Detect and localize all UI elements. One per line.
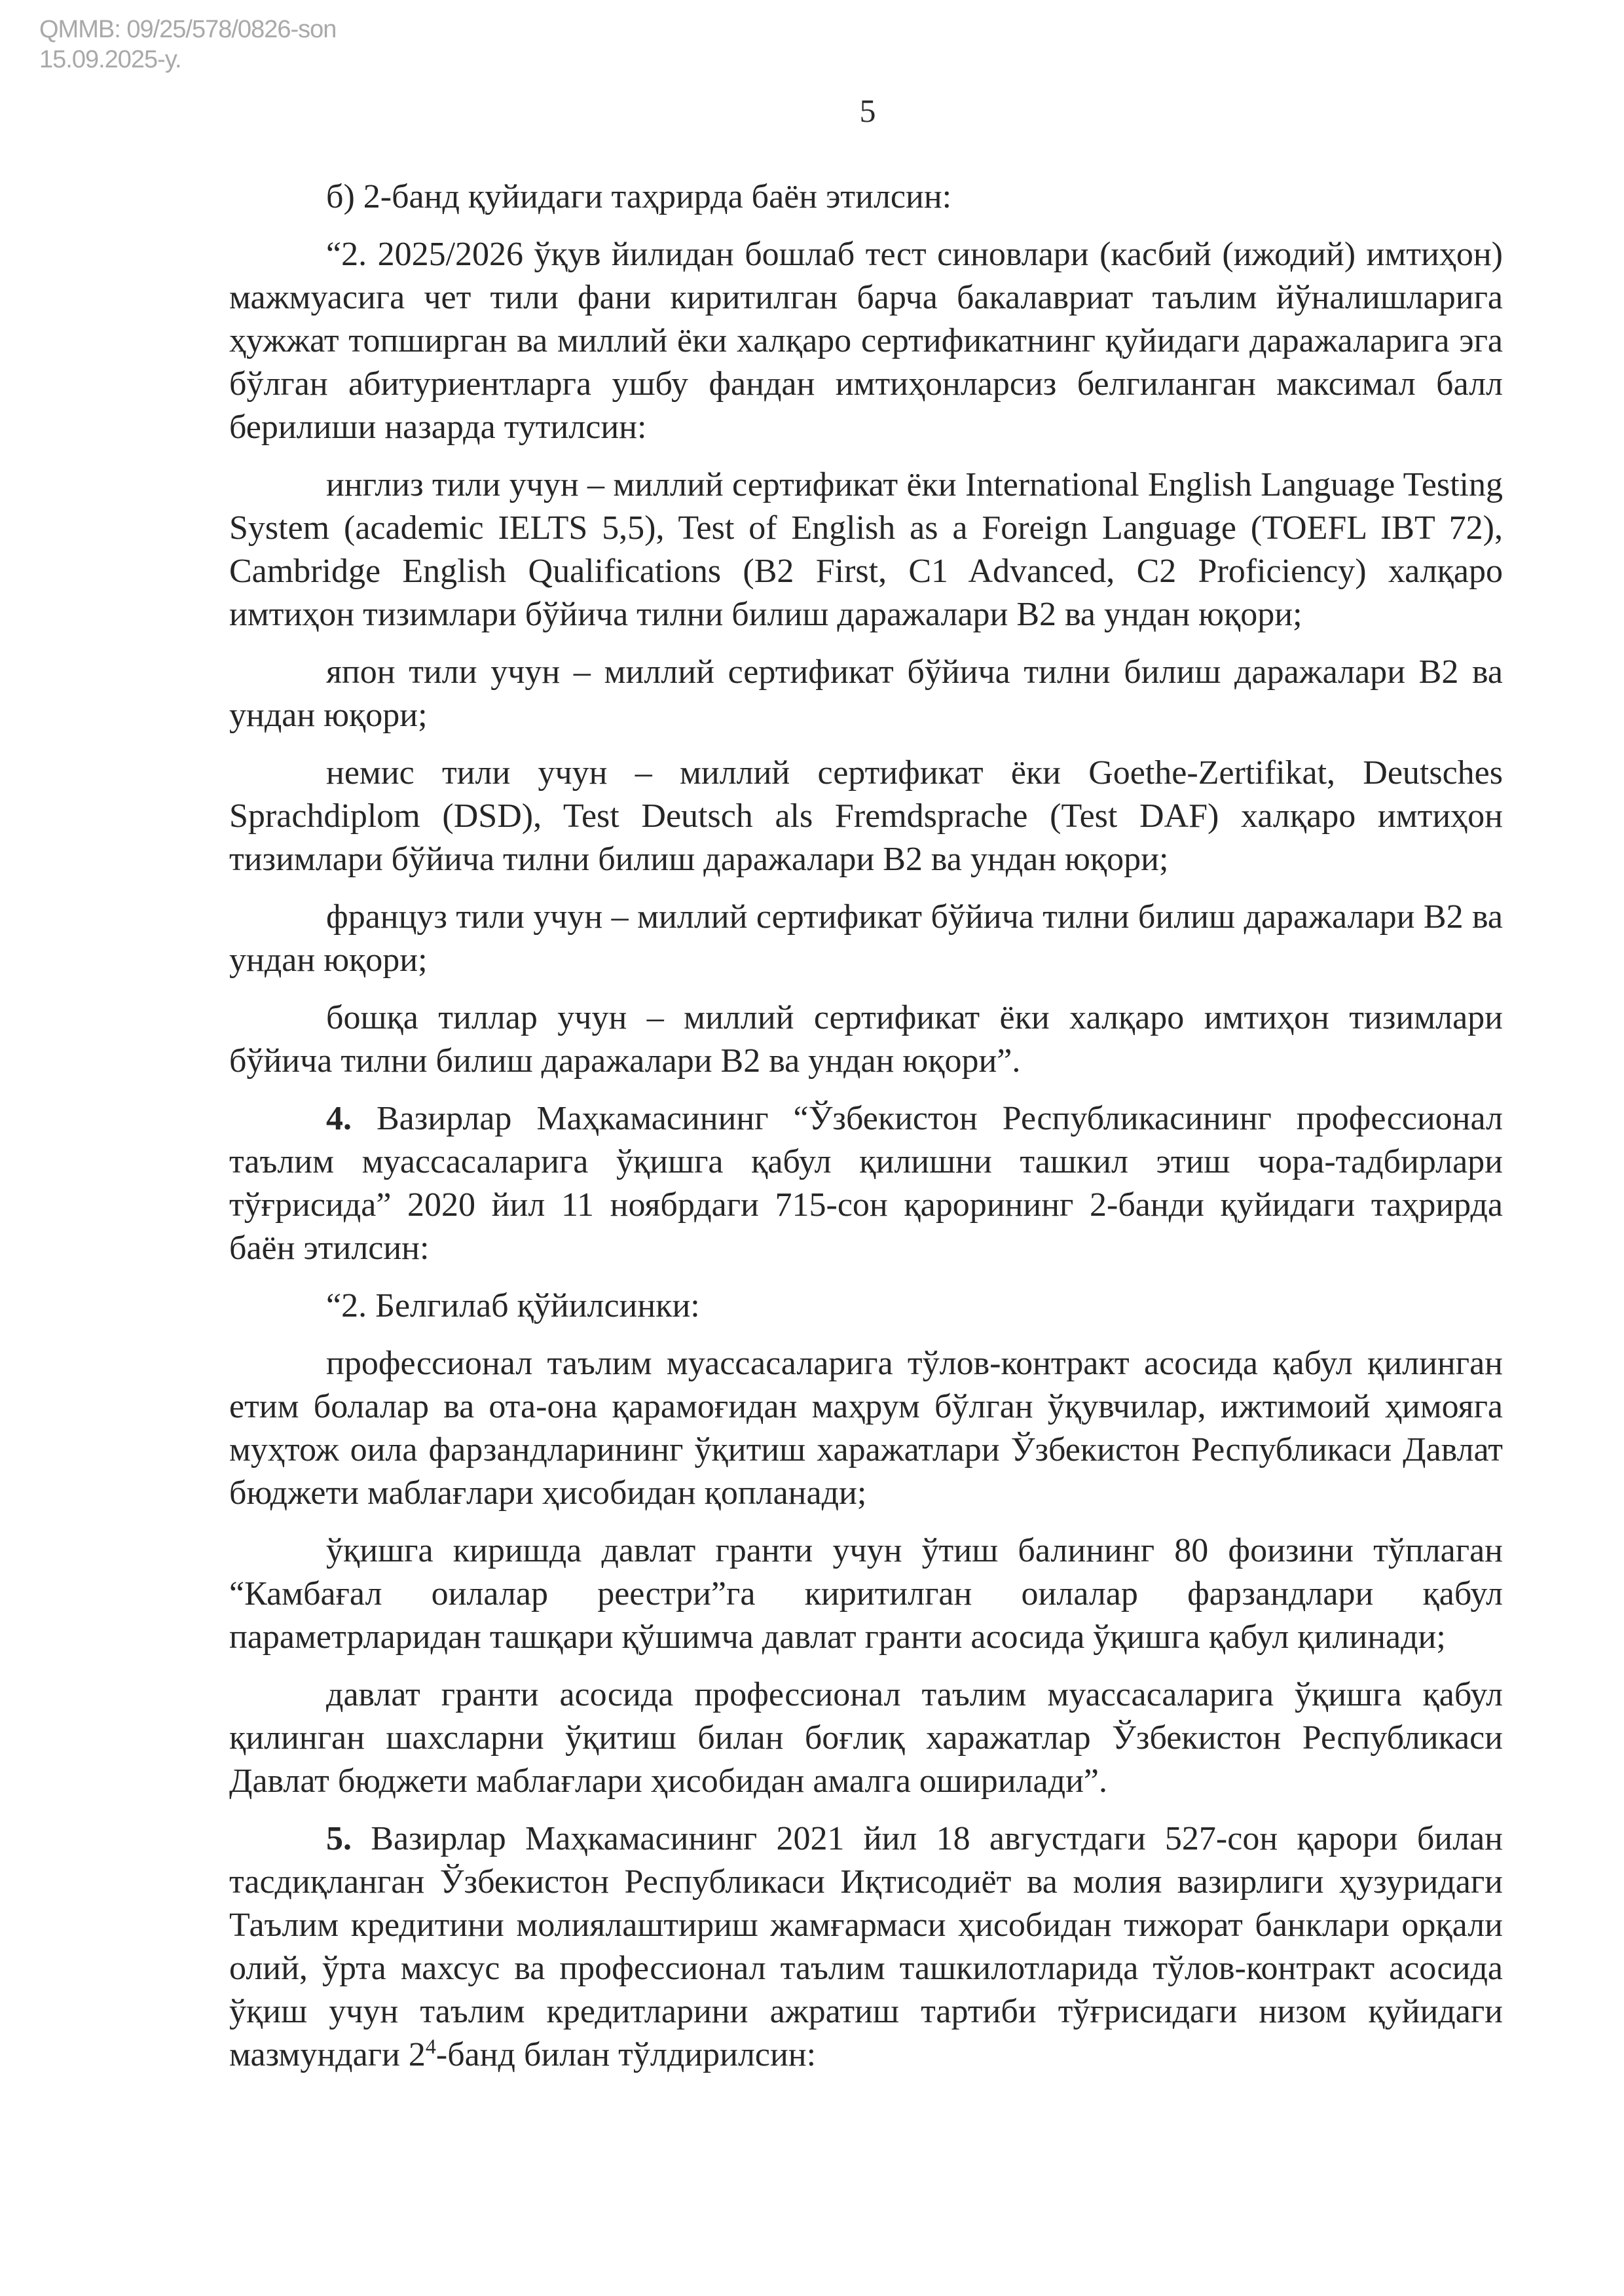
registration-number: QMMB: 09/25/578/0826-son	[39, 16, 337, 43]
paragraph-clause-2: “2. 2025/2026 ўқув йилидан бошлаб тест синовлари (касбий (ижодий) имтиҳон) мажмуасига чет тили фани киритилган барча бакалавриат таълим йўналишларига ҳужжат топширган ва миллий ёки халқаро сертификатнинг қуйидаги даражаларига эга бўлган абитуриентларга ушбу фандан имтиҳонларсиз белгиланган максимал балл берилиши назарда тутилсин:	[229, 236, 1503, 446]
item-text: Вазирлар Маҳкамасининг “Ўзбекистон Республикасининг профессионал таълим муассасаларига ўқишга қабул қилишни ташкил этиш чора-тадбирлари тўғрисида” 2020 йил 11 ноябрдаги 715-сон қарорининг 2-банди қуйидаги таҳрирда баён этилсин:	[229, 1100, 1503, 1267]
paragraph-poor-families: ўқишга киришда давлат гранти учун ўтиш балининг 80 фоизини тўплаган “Камбағал оилалар реестри”га киритилган оилалар фарзандлари қабул параметрларидан ташқари қўшимча давлат гранти асосида ўқишга қабул қилинади;	[229, 1532, 1503, 1656]
document-body	[229, 175, 1503, 2091]
page-number: 5	[859, 92, 876, 129]
paragraph-japanese: япон тили учун – миллий сертификат бўйича тилни билиш даражалари B2 ва ундан юқори;	[229, 653, 1503, 734]
paragraph-b-intro: б) 2-банд қуйидаги таҳрирда баён этилсин:	[326, 178, 952, 215]
paragraph-clause-2-established: “2. Белгилаб қўйилсинки:	[326, 1287, 700, 1324]
registration-date: 15.09.2025-y.	[39, 46, 181, 73]
superscript: 4	[425, 2034, 436, 2058]
paragraph-orphans: профессионал таълим муассасаларига тўлов-контракт асосида қабул қилинган етим болалар ва ота-она қарамоғидан маҳрум бўлган ўқувчилар, ижтимоий ҳимояга муҳтож оила фарзандларининг ўқитиш харажатлари Ўзбекистон Республикаси Давлат бюджети маблағлари ҳисобидан қопланади;	[229, 1345, 1503, 1512]
paragraph-item-5	[229, 1817, 1503, 2077]
item-text-after: -банд билан тўлдирилсин:	[435, 2036, 817, 2073]
paragraph-state-grant: давлат гранти асосида профессионал таълим муассасаларига ўқишга қабул қилинган шахсларни ўқитиш билан боғлиқ харажатлар Ўзбекистон Республикаси Давлат бюджети маблағлари ҳисобидан амалга оширилади”.	[229, 1676, 1503, 1800]
item-text: Вазирлар Маҳкамасининг 2021 йил 18 августдаги 527-сон қарори билан тасдиқланган Ўзбекистон Республикаси Иқтисодиёт ва молия вазирлиги ҳузуридаги Таълим кредитини молиялаштириш жамғармаси ҳисобидан тижорат банклари орқали олий, ўрта махсус ва профессионал таълим ташкилотларида тўлов-контракт асосида ўқиш учун таълим кредитларини ажратиш тартиби тўғрисидаги низом қуйидаги мазмундаги 2	[229, 1820, 1503, 2073]
registration-stamp	[39, 14, 336, 75]
item-number: 4.	[326, 1100, 352, 1137]
paragraph-german: немис тили учун – миллий сертификат ёки Goethe-Zertifikat, Deutsches Sprachdiplom (DSD), Test Deutsch als Fremdsprache (Test DAF) халқаро имтиҳон тизимлари бўйича тилни билиш даражалари B2 ва ундан юқори;	[229, 754, 1503, 878]
paragraph-french: француз тили учун – миллий сертификат бўйича тилни билиш даражалари B2 ва ундан юқори;	[229, 898, 1503, 979]
item-number: 5.	[326, 1820, 352, 1857]
paragraph-other-languages: бошқа тиллар учун – миллий сертификат ёки халқаро имтиҳон тизимлари бўйича тилни билиш даражалари B2 ва ундан юқори”.	[229, 999, 1503, 1080]
paragraph-english: инглиз тили учун – миллий сертификат ёки International English Language Testing System (academic IELTS 5,5), Test of English as a Foreign Language (TOEFL IBT 72), Cambridge English Qualifications (B2 First, C1 Advanced, C2 Proficiency) халқаро имтиҳон тизимлари бўйича тилни билиш даражалари B2 ва ундан юқори;	[229, 466, 1503, 633]
paragraph-item-4	[229, 1097, 1503, 1270]
